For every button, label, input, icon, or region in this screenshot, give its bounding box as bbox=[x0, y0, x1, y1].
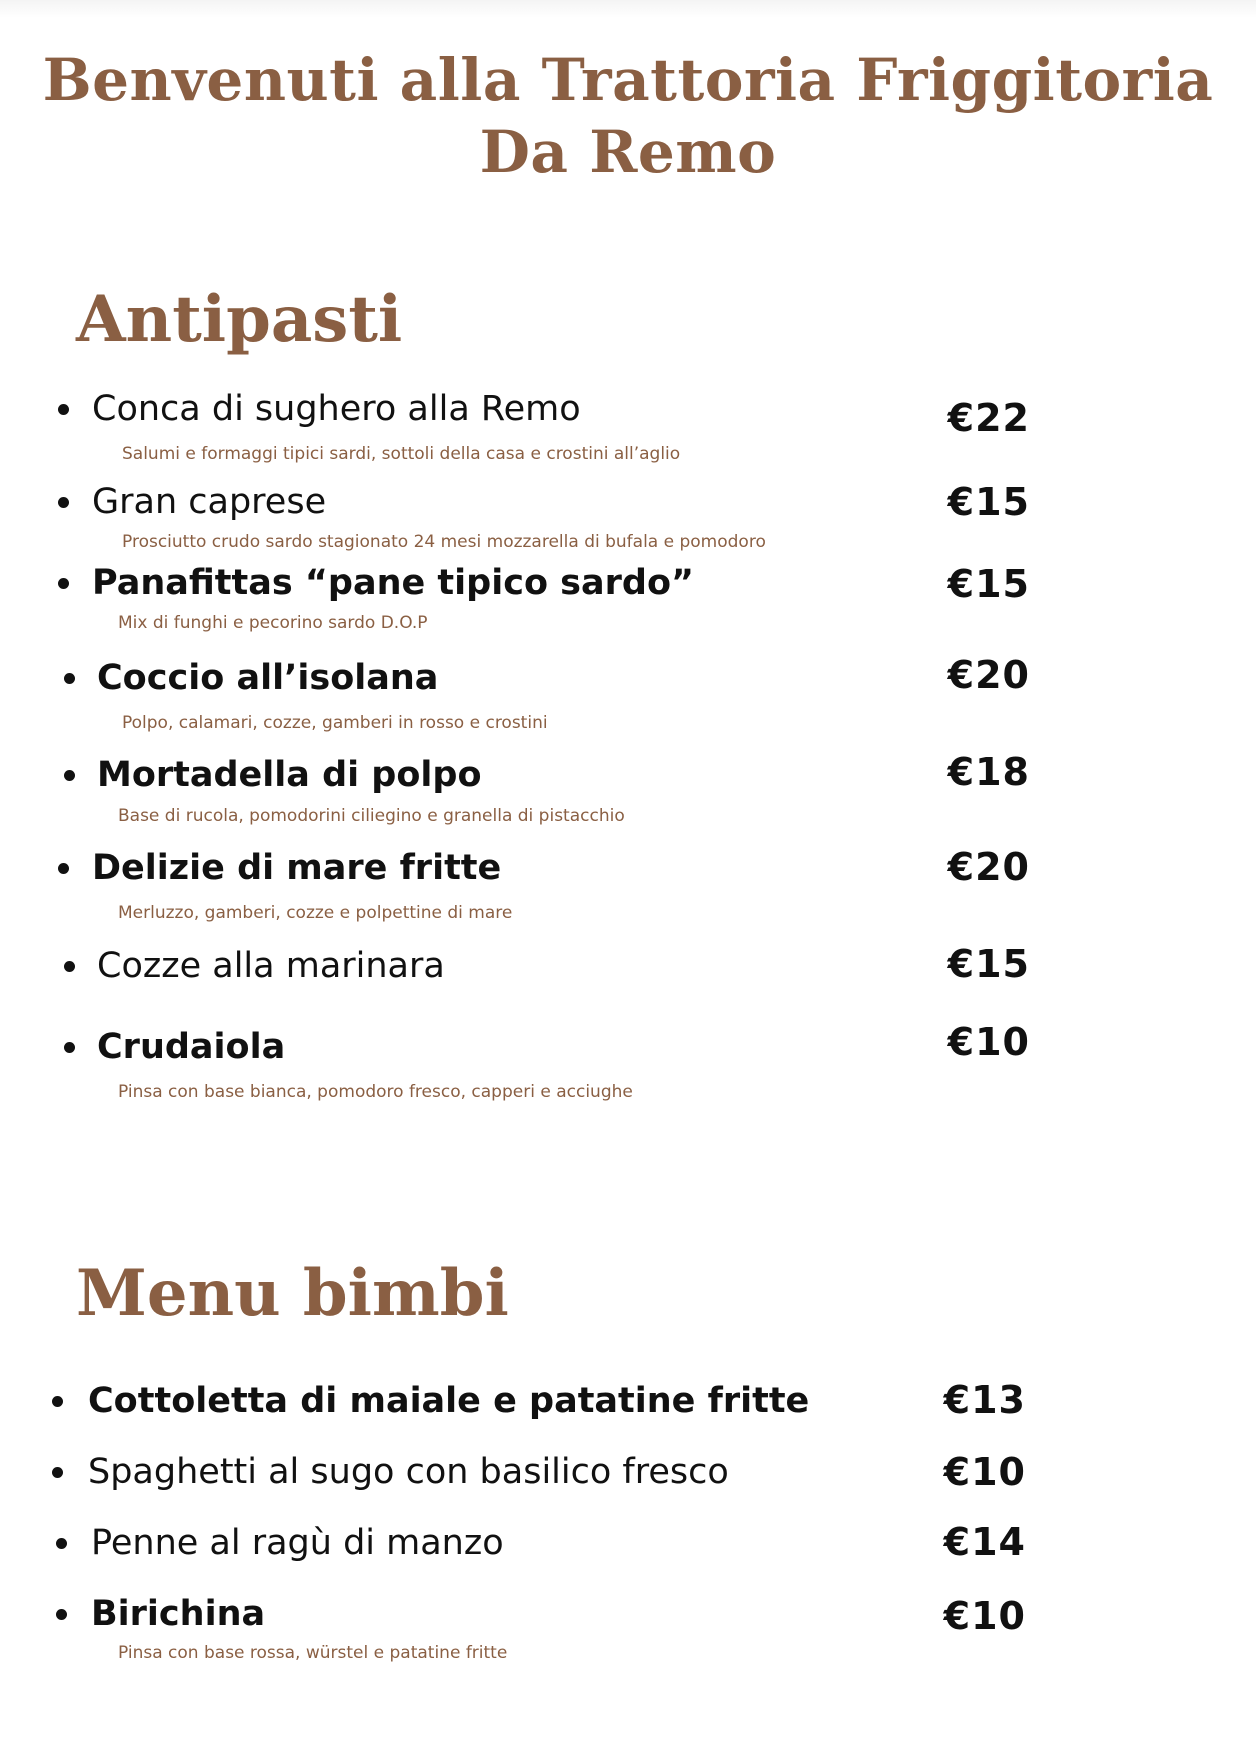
item-name: Penne al ragù di manzo bbox=[91, 1523, 504, 1563]
bullet-icon bbox=[58, 404, 69, 415]
item-price: €13 bbox=[943, 1378, 1026, 1422]
item-name: Delizie di mare fritte bbox=[92, 848, 502, 888]
item-name: Crudaiola bbox=[97, 1027, 286, 1067]
item-price: €20 bbox=[947, 845, 1030, 889]
item-price: €20 bbox=[947, 653, 1030, 697]
bullet-icon bbox=[58, 863, 69, 874]
item-name: Cozze alla marinara bbox=[97, 946, 445, 986]
item-description: Mix di funghi e pecorino sardo D.O.P bbox=[118, 613, 428, 633]
item-price: €10 bbox=[943, 1450, 1026, 1494]
item-name: Gran caprese bbox=[92, 482, 327, 522]
item-description: Polpo, calamari, cozze, gamberi in rosso e crostini bbox=[122, 713, 548, 733]
restaurant-title-line2: Da Remo bbox=[479, 118, 777, 186]
item-description: Base di rucola, pomodorini ciliegino e granella di pistacchio bbox=[118, 806, 625, 826]
item-name: Birichina bbox=[91, 1594, 266, 1634]
item-price: €14 bbox=[943, 1520, 1026, 1564]
item-name: Panafittas “pane tipico sardo” bbox=[92, 563, 694, 603]
bullet-icon bbox=[56, 1609, 67, 1620]
bullet-icon bbox=[56, 1538, 67, 1549]
item-description: Pinsa con base rossa, würstel e patatine fritte bbox=[118, 1643, 508, 1663]
item-description: Merluzzo, gamberi, cozze e polpettine di mare bbox=[118, 903, 513, 923]
item-name: Coccio all’isolana bbox=[97, 658, 439, 698]
bullet-icon bbox=[52, 1467, 63, 1478]
bullet-icon bbox=[64, 673, 75, 684]
item-price: €10 bbox=[943, 1594, 1026, 1638]
item-price: €15 bbox=[947, 562, 1030, 606]
item-description: Pinsa con base bianca, pomodoro fresco, capperi e acciughe bbox=[118, 1082, 633, 1102]
bullet-icon bbox=[52, 1396, 63, 1407]
bullet-icon bbox=[64, 1042, 75, 1053]
item-price: €18 bbox=[947, 750, 1030, 794]
item-description: Salumi e formaggi tipici sardi, sottoli della casa e crostini all’aglio bbox=[122, 444, 681, 464]
restaurant-title-line1: Benvenuti alla Trattoria Friggitoria bbox=[42, 46, 1214, 114]
top-band bbox=[0, 0, 1256, 18]
bullet-icon bbox=[58, 578, 69, 589]
item-price: €15 bbox=[947, 942, 1030, 986]
item-name: Spaghetti al sugo con basilico fresco bbox=[88, 1452, 729, 1492]
bullet-icon bbox=[64, 961, 75, 972]
section-heading-antipasti: Antipasti bbox=[76, 282, 403, 357]
item-name: Cottoletta di maiale e patatine fritte bbox=[88, 1381, 810, 1421]
bullet-icon bbox=[64, 770, 75, 781]
item-description: Prosciutto crudo sardo stagionato 24 mesi mozzarella di bufala e pomodoro bbox=[122, 532, 766, 552]
bullet-icon bbox=[58, 497, 69, 508]
item-name: Mortadella di polpo bbox=[97, 755, 482, 795]
item-name: Conca di sughero alla Remo bbox=[92, 389, 581, 429]
item-price: €15 bbox=[947, 480, 1030, 524]
item-price: €22 bbox=[947, 396, 1030, 440]
item-price: €10 bbox=[947, 1020, 1030, 1064]
section-heading-menu-bimbi: Menu bimbi bbox=[76, 1256, 509, 1331]
